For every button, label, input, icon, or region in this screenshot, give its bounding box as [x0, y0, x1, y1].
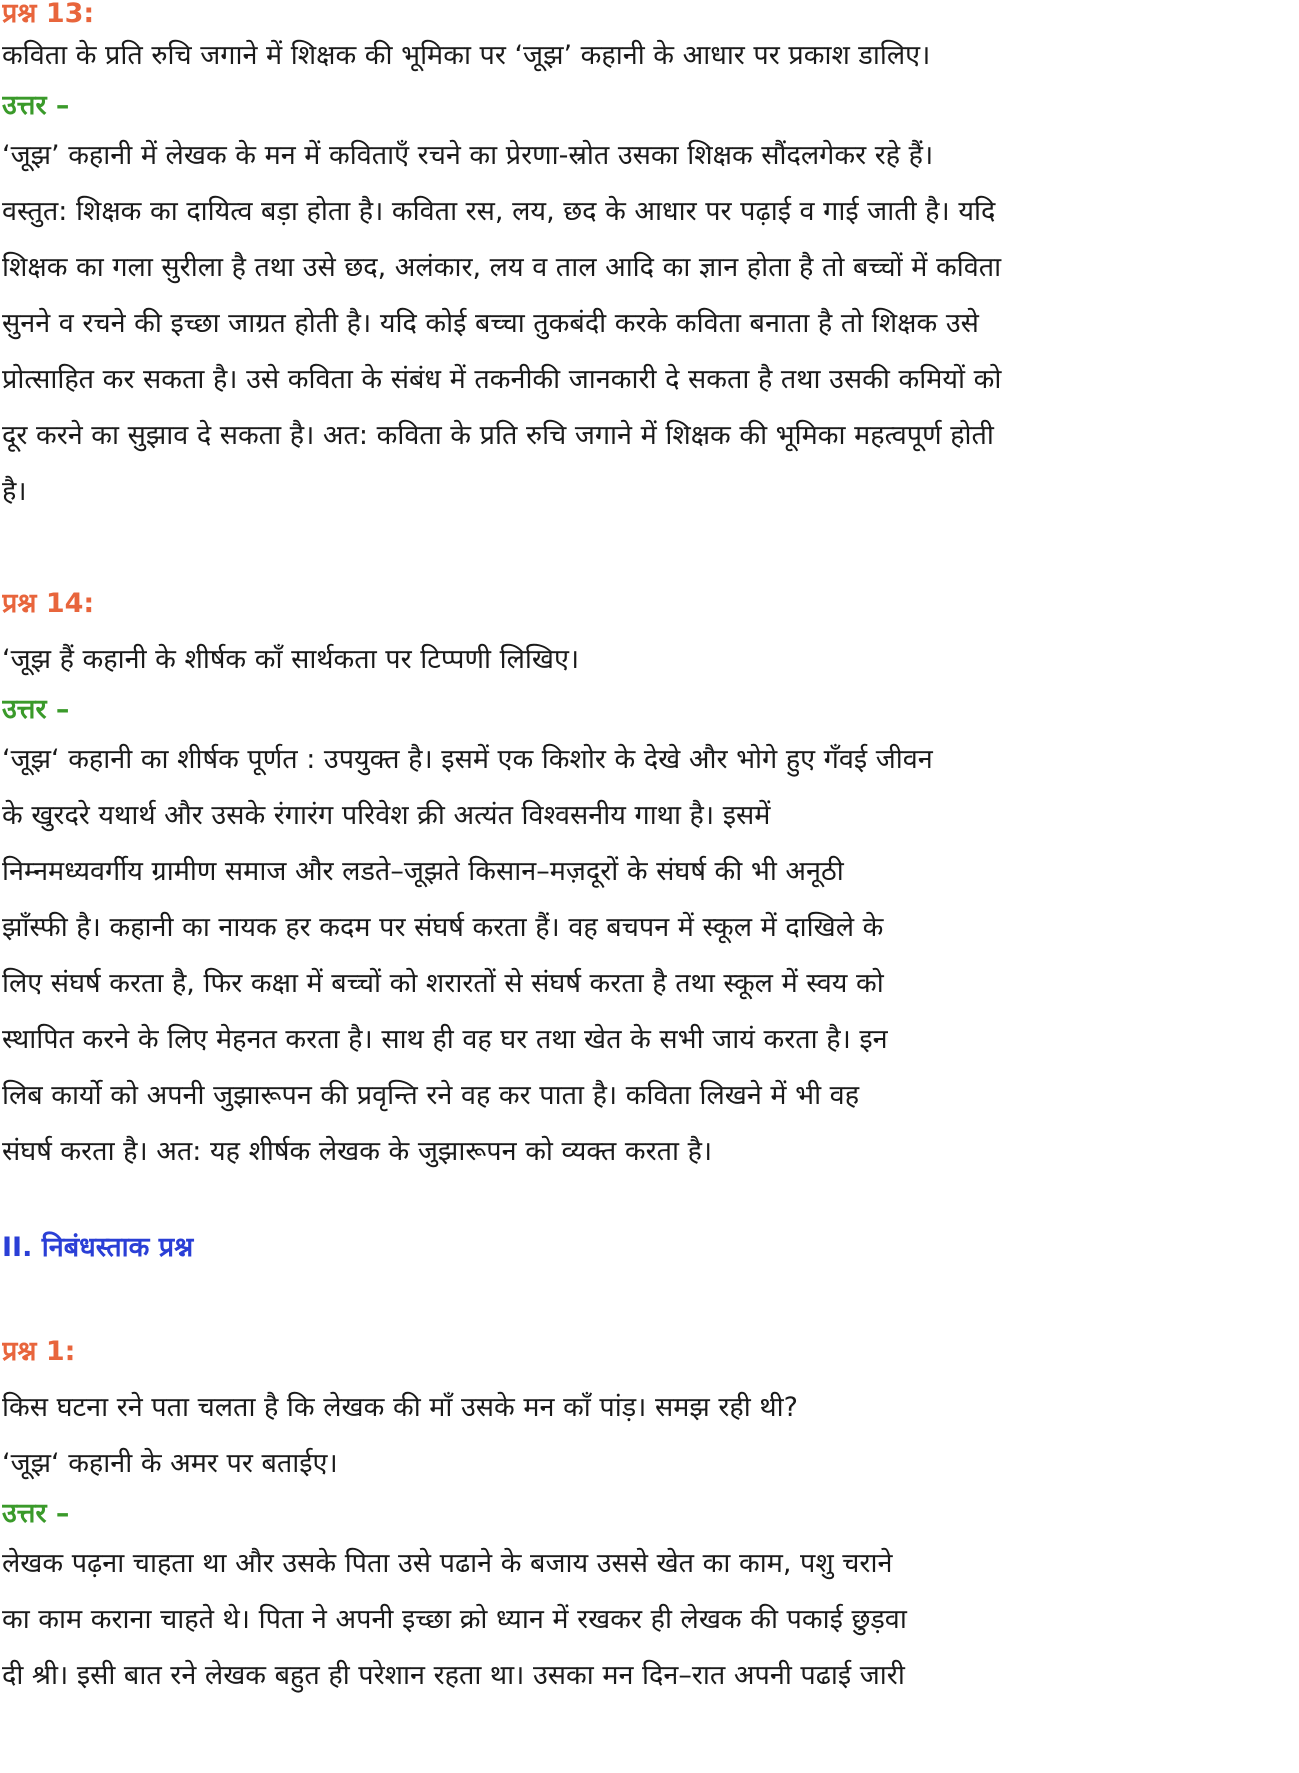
question-14-label: प्रश्न 14:	[2, 588, 95, 619]
section-heading: II. निबंधस्ताक प्रश्न	[2, 1232, 194, 1263]
answer-13-line: प्रोत्साहित कर सकता है। उसे कविता के संबंध में तकनीकी जानकारी दे सकता है तथा उसकी कमियों को	[2, 364, 1002, 395]
spacer	[2, 1180, 1283, 1220]
answer-14-line: झाँस्फी है। कहानी का नायक हर कदम पर संघर्ष करता हैं। वह बचपन में स्कूल में दाखिले के	[2, 912, 884, 943]
answer-14-line: स्थापित करने के लिए मेहनत करता है। साथ ही वह घर तथा खेत के सभी जायं करता है। इन	[2, 1024, 888, 1055]
answer-13-line: दूर करने का सुझाव दे सकता है। अत: कविता के प्रति रुचि जगाने में शिक्षक की भूमिका महत्वपूर्ण होती	[2, 420, 994, 451]
answer-13-line: है।	[2, 476, 27, 507]
question-1-line: किस घटना रने पता चलता है कि लेखक की माँ उसके मन काँ पांड़। समझ रही थी?	[2, 1392, 798, 1423]
answer-13-line: शिक्षक का गला सुरीला है तथा उसे छद, अलंकार, लय व ताल आदि का ज्ञान होता है तो बच्चों में कविता	[2, 252, 1002, 283]
answer-14-line: ‘जूझ‘ कहानी का शीर्षक पूर्णत : उपयुक्त है। इसमें एक किशोर के देखे और भोगे हुए गँवई जीवन	[2, 744, 933, 775]
answer-13-line: ‘जूझ’ कहानी में लेखक के मन में कविताएँ रचने का प्रेरणा-स्रोत उसका शिक्षक सौंदलगेकर रहे हैं।	[2, 140, 934, 171]
answer-13-line: सुनने व रचने की इच्छा जाग्रत होती है। यदि कोई बच्चा तुकबंदी करके कविता बनाता है तो शिक्षक उसे	[2, 308, 979, 339]
answer-1-line: लेखक पढ़ना चाहता था और उसके पिता उसे पढाने के बजाय उससे खेत का काम, पशु चराने	[2, 1548, 893, 1579]
question-1-text	[2, 1380, 1283, 1492]
answer-14-line: लिए संघर्ष करता है, फिर कक्षा में बच्चों को शरारतों से संघर्ष करता है तथा स्कूल में स्वय को	[2, 968, 884, 999]
spacer	[2, 520, 1283, 576]
answer-14-body	[2, 732, 1283, 1180]
answer-13-label: उत्तर –	[2, 90, 70, 121]
answer-14-line: लिब कार्यो को अपनी जुझारूपन की प्रवृन्ति रने वह कर पाता है। कविता लिखने में भी वह	[2, 1080, 860, 1111]
spacer	[2, 1276, 1283, 1324]
question-14-text: ‘जूझ हैं कहानी के शीर्षक काँ सार्थकता पर टिप्पणी लिखिए।	[2, 644, 580, 675]
question-13-label: प्रश्न 13:	[2, 0, 95, 28]
answer-14-line: संघर्ष करता है। अत: यह शीर्षक लेखक के जुझारूपन को व्यक्त करता है।	[2, 1136, 713, 1167]
answer-14-label: उत्तर –	[2, 694, 70, 725]
answer-14-line: निम्नमध्यवर्गीय ग्रामीण समाज और लडते–जूझते किसान–मज़दूरों के संघर्ष की भी अनूठी	[2, 856, 844, 887]
answer-13-line: वस्तुत: शिक्षक का दायित्व बड़ा होता है। कविता रस, लय, छद के आधार पर पढ़ाई व गाई जाती है। यदि	[2, 196, 996, 227]
question-13-text: कविता के प्रति रुचि जगाने में शिक्षक की भूमिका पर ‘जूझ’ कहानी के आधार पर प्रकाश डालिए।	[2, 40, 931, 71]
answer-1-body	[2, 1536, 1283, 1704]
question-1-line: ‘जूझ‘ कहानी के अमर पर बताईए।	[2, 1448, 338, 1479]
answer-1-label: उत्तर –	[2, 1498, 70, 1529]
answer-1-line: का काम कराना चाहते थे। पिता ने अपनी इच्छा क्रो ध्यान में रखकर ही लेखक की पकाई छुड़वा	[2, 1604, 907, 1635]
question-1-label: प्रश्न 1:	[2, 1336, 76, 1367]
answer-14-line: के खुरदरे यथार्थ और उसके रंगारंग परिवेश क्री अत्यंत विश्वसनीय गाथा है। इसमें	[2, 800, 771, 831]
answer-1-line: दी श्री। इसी बात रने लेखक बहुत ही परेशान रहता था। उसका मन दिन–रात अपनी पढाई जारी	[2, 1660, 905, 1691]
answer-13-body	[2, 128, 1283, 520]
